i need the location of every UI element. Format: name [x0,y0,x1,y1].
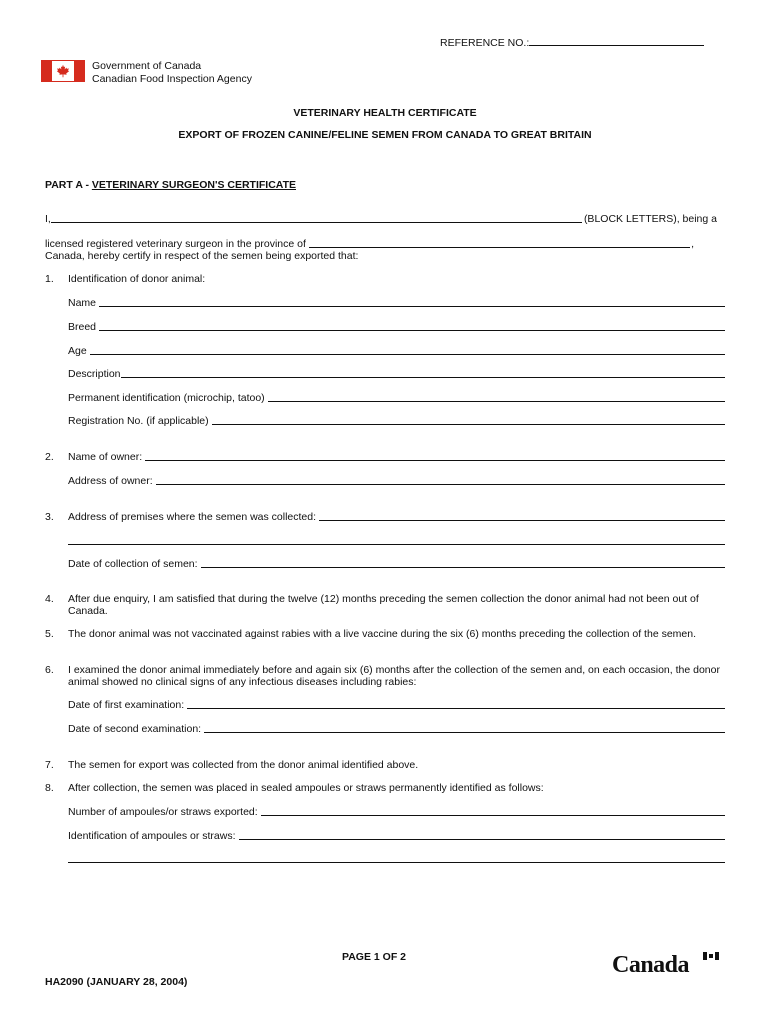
canada-wordmark: Canada [612,952,690,978]
premises-field-line-2[interactable] [68,544,725,545]
province-row: licensed registered veterinary surgeon in the province of , [45,238,694,250]
first-exam-field[interactable] [187,707,725,709]
permanent-id-row: Permanent identification (microchip, tatoo) [68,392,725,404]
premises-field[interactable] [319,519,725,521]
breed-row: Breed [68,321,725,333]
second-exam-row: Date of second examination: [68,723,725,735]
ampoules-count-row: Number of ampoules/or straws exported: [68,806,725,818]
reference-label: REFERENCE NO.: [440,37,530,49]
collection-date-field[interactable] [201,566,725,568]
reference-field[interactable] [529,45,704,46]
owner-name-field[interactable] [145,459,725,461]
certificate-subtitle: EXPORT OF FROZEN CANINE/FELINE SEMEN FROM CANADA TO GREAT BRITAIN [178,129,592,141]
government-name: Government of Canada [92,60,202,72]
item-5-text: The donor animal was not vaccinated against rabies with a live vaccine during the six (6) months preceding the collection of the semen. [68,628,697,640]
wordmark-flag-icon [703,952,719,960]
name-row: Name [68,297,725,309]
registration-row: Registration No. (if applicable) [68,415,725,427]
surgeon-name-row: I, (BLOCK LETTERS), being a [45,213,717,225]
item-6-text: I examined the donor animal immediately before and again six (6) months after the collection of the semen and, on each occasion, the donor animal showed no clinical signs of any infectious diseases including rabies: [68,664,720,688]
collection-date-row: Date of collection of semen: [68,558,725,570]
certificate-title: VETERINARY HEALTH CERTIFICATE [293,107,477,119]
ampoules-count-field[interactable] [261,814,725,816]
description-field[interactable] [121,376,725,378]
ampoules-id-field-line-2[interactable] [68,862,725,863]
owner-name-row: Name of owner: [68,451,725,463]
age-row: Age [68,345,725,357]
agency-name: Canadian Food Inspection Agency [92,73,252,85]
permanent-id-field[interactable] [268,400,725,402]
name-field[interactable] [99,305,725,307]
canada-flag-icon [41,60,85,82]
second-exam-field[interactable] [204,731,725,733]
description-row: Description [68,368,725,380]
owner-address-field[interactable] [156,483,725,485]
age-field[interactable] [90,353,725,355]
part-a-heading: PART A - VETERINARY SURGEON'S CERTIFICATE [45,179,297,191]
item-7-text: The semen for export was collected from the donor animal identified above. [68,759,419,771]
ampoules-id-row: Identification of ampoules or straws: [68,830,725,842]
reference-number [440,37,704,49]
item-8-text: After collection, the semen was placed in sealed ampoules or straws permanently identified as follows: [68,782,544,794]
breed-field[interactable] [99,329,725,331]
item-4-text: After due enquiry, I am satisfied that during the twelve (12) months preceding the semen collection the donor animal had not been out of Canada. [68,593,699,617]
province-field[interactable] [309,246,690,248]
premises-row: Address of premises where the semen was collected: [68,511,725,523]
certify-statement: Canada, hereby certify in respect of the semen being exported that: [45,250,359,262]
page-number: PAGE 1 OF 2 [342,951,406,963]
first-exam-row: Date of first examination: [68,699,725,711]
owner-address-row: Address of owner: [68,475,725,487]
surgeon-name-field[interactable] [51,221,582,223]
ampoules-id-field[interactable] [239,838,726,840]
item-1-text: Identification of donor animal: [68,273,206,285]
form-id: HA2090 (JANUARY 28, 2004) [45,976,188,988]
registration-field[interactable] [212,423,725,425]
